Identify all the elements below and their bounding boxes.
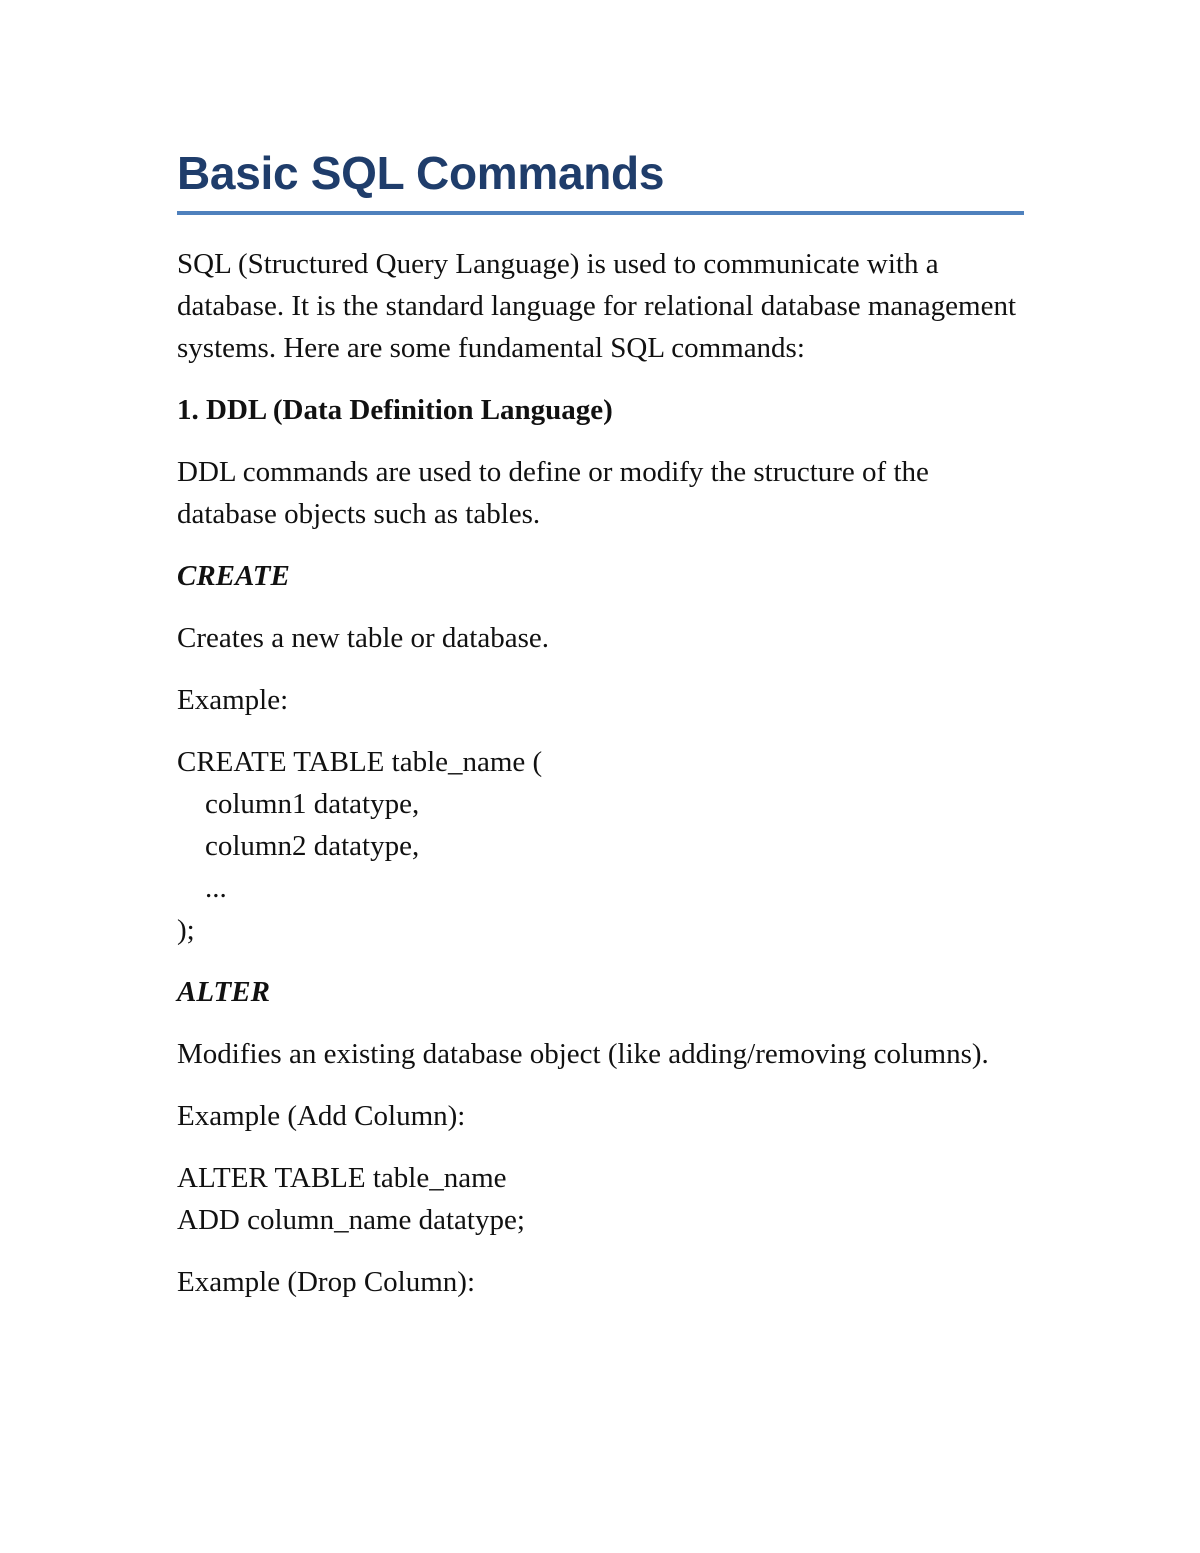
create-example-label: Example: <box>177 684 289 716</box>
code-line: ); <box>177 914 195 946</box>
alter-example-drop-label: Example (Drop Column): <box>177 1266 476 1298</box>
code-line: column1 datatype, <box>205 788 420 820</box>
create-description: Creates a new table or database. <box>177 622 549 654</box>
alter-description: Modifies an existing database object (like adding/removing columns). <box>177 1038 989 1070</box>
document-title: Basic SQL Commands <box>177 147 665 199</box>
code-line: ... <box>205 872 227 904</box>
code-line: ALTER TABLE table_name <box>177 1162 507 1194</box>
create-code-block <box>177 741 1024 951</box>
code-line: column2 datatype, <box>205 830 420 862</box>
intro-paragraph: SQL (Structured Query Language) is used to communicate with a database. It is the standard language for relational database management systems. Here are some fundamental SQL commands: <box>177 248 1017 364</box>
document-content <box>177 140 1024 1303</box>
alter-example-add-label: Example (Add Column): <box>177 1100 466 1132</box>
ddl-description: DDL commands are used to define or modify the structure of the database objects such as tables. <box>177 456 929 530</box>
alter-add-code-block <box>177 1157 1024 1241</box>
create-heading: CREATE <box>177 560 290 592</box>
code-line: ADD column_name datatype; <box>177 1204 525 1236</box>
section-heading-ddl: 1. DDL (Data Definition Language) <box>177 394 613 426</box>
title-underline <box>177 211 1024 215</box>
alter-heading: ALTER <box>177 976 270 1008</box>
code-line: CREATE TABLE table_name ( <box>177 746 543 778</box>
